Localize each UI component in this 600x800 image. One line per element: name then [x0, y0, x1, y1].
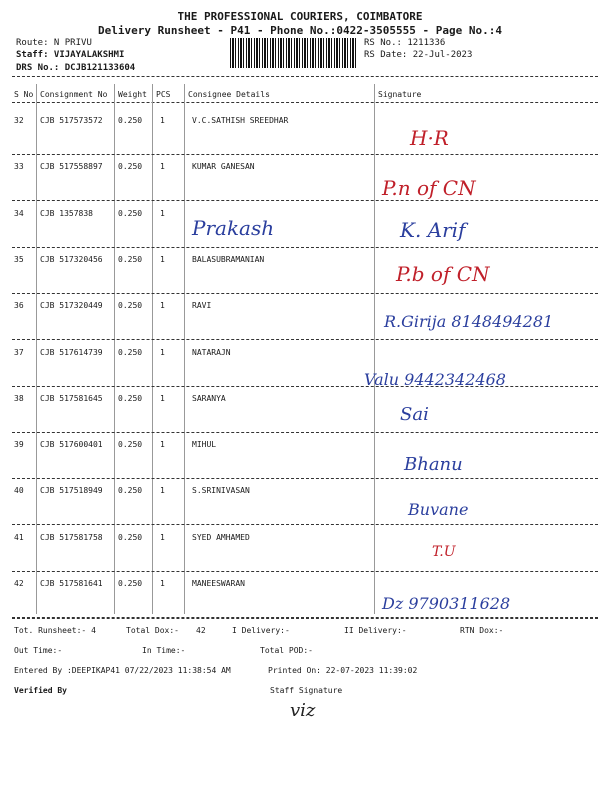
row-consignment: CJB 517320456	[40, 255, 103, 264]
entered-by: Entered By :DEEPIKAP41 07/22/2023 11:38:54 AM	[14, 666, 231, 675]
row-weight: 0.250	[118, 348, 143, 357]
verified-by: Verified By	[14, 686, 67, 695]
col-weight: Weight	[118, 90, 147, 99]
row-sno: 32	[14, 116, 24, 125]
row-divider	[12, 154, 598, 155]
row-pcs: 1	[160, 394, 165, 403]
row-consignment: CJB 517600401	[40, 440, 103, 449]
row-weight: 0.250	[118, 301, 143, 310]
row-divider	[12, 293, 598, 294]
row-pcs: 1	[160, 116, 165, 125]
signature-40: Buvane	[408, 500, 469, 519]
row-weight: 0.250	[118, 440, 143, 449]
divider	[12, 76, 598, 77]
row-weight: 0.250	[118, 579, 143, 588]
grid-line	[36, 84, 37, 614]
row-consignee: SARANYA	[192, 394, 226, 403]
row-sno: 39	[14, 440, 24, 449]
col-consignee: Consignee Details	[188, 90, 270, 99]
row-weight: 0.250	[118, 209, 143, 218]
signature-33: P.n of CN	[382, 176, 476, 200]
in-time: In Time:-	[142, 646, 186, 655]
row-divider	[12, 247, 598, 248]
row-sno: 37	[14, 348, 24, 357]
row-divider	[12, 571, 598, 572]
row-consignment: CJB 517614739	[40, 348, 103, 357]
col-signature: Signature	[378, 90, 422, 99]
row-sno: 41	[14, 533, 24, 542]
signature-37: Valu 9442342468	[364, 370, 506, 389]
total-dox-label: Total Dox:-	[126, 626, 179, 635]
row-consignee: SYED AMHAMED	[192, 533, 250, 542]
divider	[12, 102, 598, 103]
row-sno: 40	[14, 486, 24, 495]
row-consignee: S.SRINIVASAN	[192, 486, 250, 495]
row-pcs: 1	[160, 440, 165, 449]
barcode	[230, 38, 356, 68]
total-pod: Total POD:-	[260, 646, 313, 655]
row-divider	[12, 386, 598, 387]
row-weight: 0.250	[118, 255, 143, 264]
grid-line	[152, 84, 153, 614]
row-pcs: 1	[160, 162, 165, 171]
row-pcs: 1	[160, 301, 165, 310]
row-consignee: RAVI	[192, 301, 212, 310]
staff-label: Staff: VIJAYALAKSHMI	[16, 50, 125, 60]
row-divider	[12, 200, 598, 201]
row-divider	[12, 478, 598, 479]
handwritten-name-34: Prakash	[192, 216, 275, 240]
signature-35: P.b of CN	[396, 262, 490, 286]
drs-number: DRS No.: DCJB121133604	[16, 63, 136, 73]
row-sno: 42	[14, 579, 24, 588]
row-pcs: 1	[160, 533, 165, 542]
row-sno: 34	[14, 209, 24, 218]
row-divider	[12, 339, 598, 340]
staff-signature: viz	[290, 700, 316, 721]
row-divider	[12, 432, 598, 433]
row-pcs: 1	[160, 255, 165, 264]
rs-number: RS No.: 1211336	[364, 38, 446, 48]
col-sno: S No	[14, 90, 34, 99]
row-consignment: CJB 517573572	[40, 116, 103, 125]
signature-38: Sai	[400, 404, 429, 425]
row-consignee: BALASUBRAMANIAN	[192, 255, 265, 264]
row-divider	[12, 524, 598, 525]
col-pcs: PCS	[156, 90, 171, 99]
tot-runsheet: Tot. Runsheet:- 4	[14, 626, 96, 635]
row-pcs: 1	[160, 209, 165, 218]
row-consignment: CJB 517581641	[40, 579, 103, 588]
row-consignment: CJB 517581645	[40, 394, 103, 403]
grid-line	[114, 84, 115, 614]
staff-signature-label: Staff Signature	[270, 686, 343, 695]
grid-line	[184, 84, 185, 614]
row-consignment: CJB 517581758	[40, 533, 103, 542]
divider	[12, 618, 598, 619]
row-consignee: MANEESWARAN	[192, 579, 245, 588]
row-sno: 35	[14, 255, 24, 264]
row-sno: 33	[14, 162, 24, 171]
row-weight: 0.250	[118, 116, 143, 125]
out-time: Out Time:-	[14, 646, 63, 655]
runsheet-subtitle: Delivery Runsheet - P41 - Phone No.:0422-3505555 - Page No.:4	[98, 24, 502, 37]
printed-on: Printed On: 22-07-2023 11:39:02	[268, 666, 418, 675]
ii-delivery: II Delivery:-	[344, 626, 407, 635]
row-consignment: CJB 517320449	[40, 301, 103, 310]
grid-line	[374, 84, 375, 614]
rtn-dox: RTN Dox:-	[460, 626, 504, 635]
signature-34: K. Arif	[400, 218, 466, 242]
signature-41: T.U	[432, 544, 456, 560]
route-label: Route: N PRIVU	[16, 38, 92, 48]
row-pcs: 1	[160, 486, 165, 495]
signature-42: Dz 9790311628	[382, 594, 511, 613]
row-consignee: MIHUL	[192, 440, 217, 449]
row-weight: 0.250	[118, 394, 143, 403]
total-dox-value: 42	[196, 626, 206, 635]
row-consignee: NATARAJN	[192, 348, 231, 357]
row-consignment: CJB 1357838	[40, 209, 93, 218]
row-weight: 0.250	[118, 533, 143, 542]
row-consignment: CJB 517518949	[40, 486, 103, 495]
company-name: THE PROFESSIONAL COURIERS, COIMBATORE	[177, 10, 423, 23]
row-consignee: KUMAR GANESAN	[192, 162, 255, 171]
signature-32: H·R	[410, 126, 449, 150]
row-consignee: V.C.SATHISH SREEDHAR	[192, 116, 289, 125]
signature-39: Bhanu	[404, 454, 463, 475]
row-pcs: 1	[160, 348, 165, 357]
row-sno: 38	[14, 394, 24, 403]
rs-date: RS Date: 22-Jul-2023	[364, 50, 473, 60]
col-consignment: Consignment No	[40, 90, 108, 99]
row-sno: 36	[14, 301, 24, 310]
row-consignment: CJB 517558897	[40, 162, 103, 171]
row-weight: 0.250	[118, 162, 143, 171]
row-pcs: 1	[160, 579, 165, 588]
row-weight: 0.250	[118, 486, 143, 495]
i-delivery: I Delivery:-	[232, 626, 290, 635]
signature-36: R.Girija 8148494281	[384, 312, 554, 331]
